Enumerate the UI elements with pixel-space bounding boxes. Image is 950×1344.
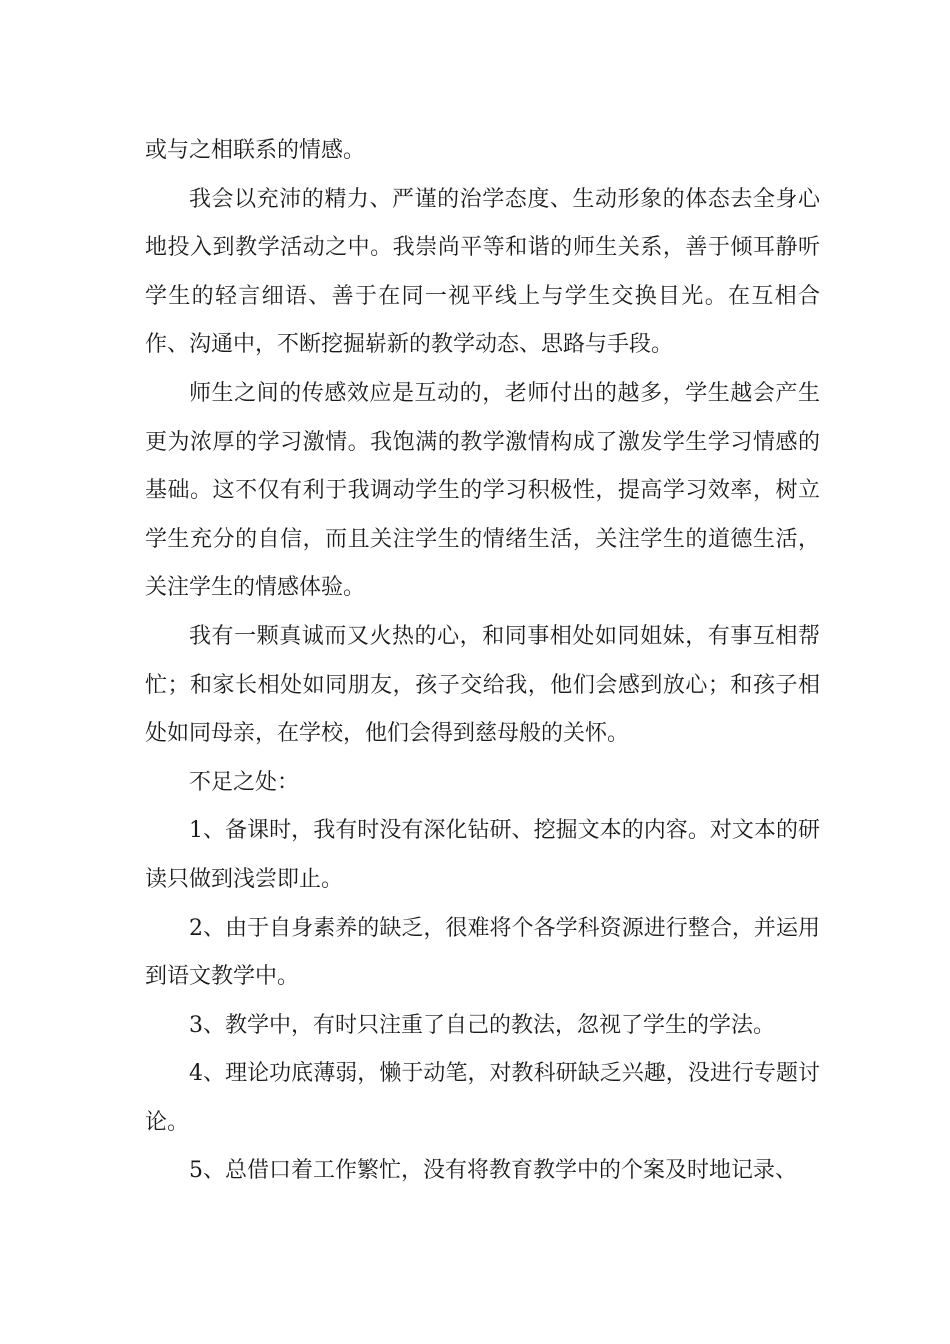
- list-item-5: 5、总借口着工作繁忙，没有将教育教学中的个案及时地记录、: [189, 1158, 797, 1184]
- paragraph-4: 我有一颗真诚而又火热的心，和同事相处如同姐妹，有事互相帮忙；和家长相处如同朋友，孩子交给我，他们会感到放心；和孩子相处如同母亲，在学校，他们会得到慈母般的关怀。: [145, 623, 820, 747]
- paragraph-2: 我会以充沛的精力、严谨的治学态度、生动形象的体态去全身心地投入到教学活动之中。我崇尚平等和谐的师生关系，善于倾耳静听学生的轻言细语、善于在同一视平线上与学生交换目光。在互相合作、沟通中，不断挖掘崭新的教学动态、思路与手段。: [145, 186, 820, 358]
- list-item-4: 4、理论功底薄弱，懒于动笔，对教科研缺乏兴趣，没进行专题讨论。: [145, 1061, 820, 1135]
- paragraph-1: 或与之相联系的情感。: [145, 138, 366, 163]
- section-heading-shortcomings: 不足之处：: [189, 769, 300, 795]
- paragraph-3: 师生之间的传感效应是互动的，老师付出的越多，学生越会产生更为浓厚的学习激情。我饱满的教学激情构成了激发学生学习情感的基础。这不仅有利于我调动学生的学习积极性，提高学习效率，树立学生充分的自信，而且关注学生的情绪生活，关注学生的道德生活，关注学生的情感体验。: [145, 380, 820, 601]
- document-body: [145, 127, 820, 1196]
- list-item-3: 3、教学中，有时只注重了自己的教法，忽视了学生的学法。: [189, 1012, 775, 1038]
- list-item-1: 1、备课时，我有时没有深化钻研、挖掘文本的内容。对文本的研读只做到浅尝即止。: [145, 818, 820, 892]
- list-item-2: 2、由于自身素养的缺乏，很难将个各学科资源进行整合，并运用到语文教学中。: [145, 915, 820, 990]
